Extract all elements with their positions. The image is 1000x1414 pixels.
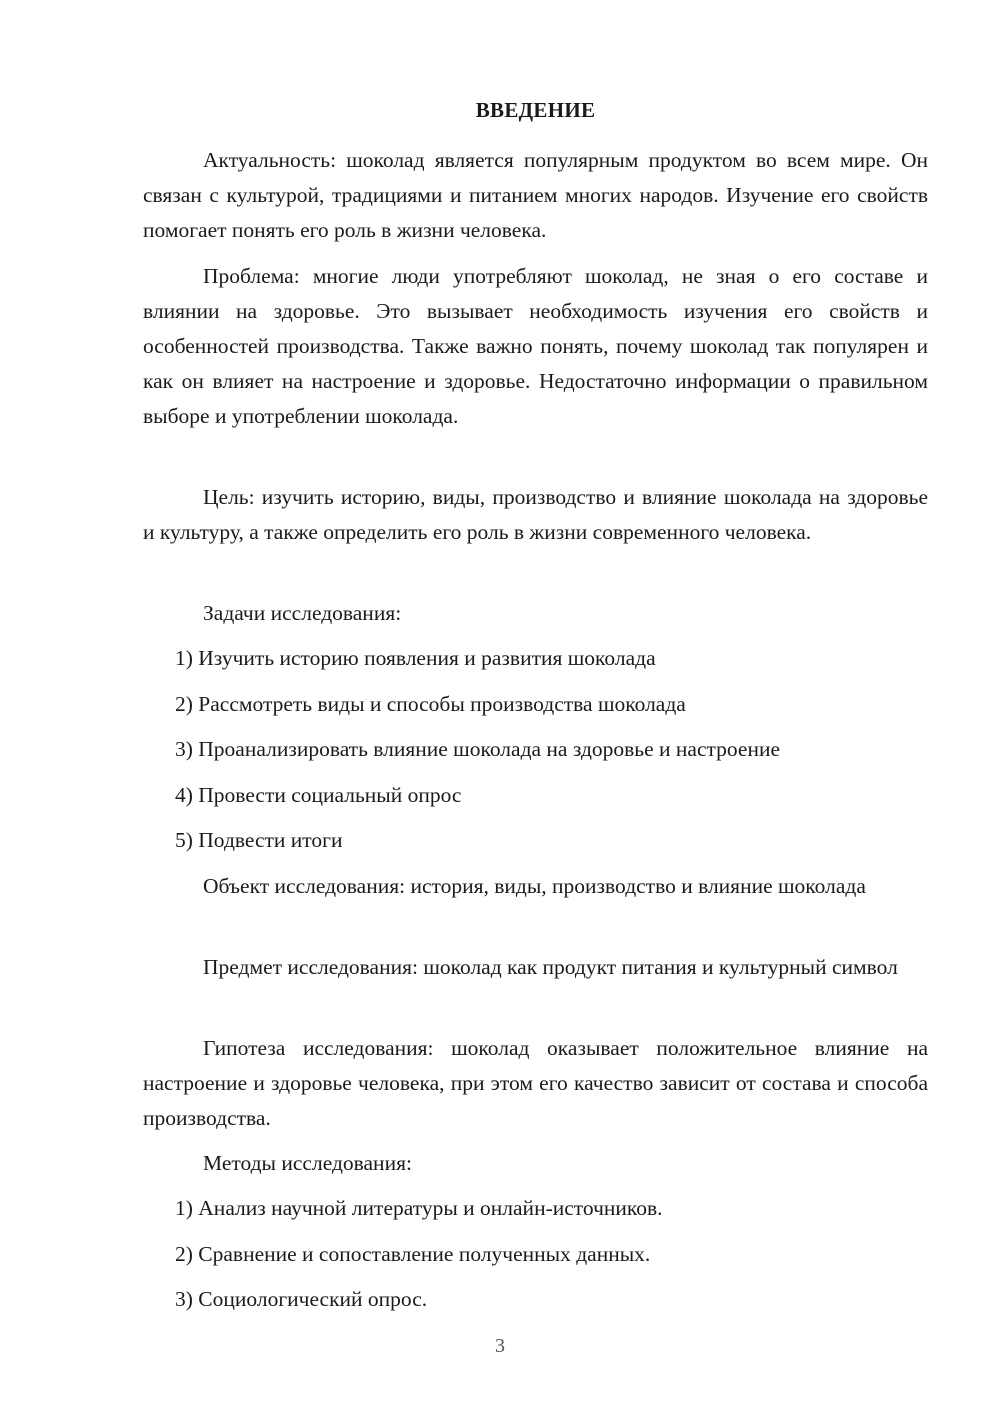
method-item: 2) Сравнение и сопоставление полученных данных. [175, 1242, 651, 1266]
task-item: 1) Изучить историю появления и развития шоколада [175, 646, 656, 670]
goal-paragraph: Цель: изучить историю, виды, производство и влияние шоколада на здоровье и культуру, а также определить его роль в жизни современного человека. [143, 485, 928, 544]
tasks-heading: Задачи исследования: [203, 601, 402, 625]
problem-paragraph: Проблема: многие люди употребляют шоколад, не зная о его составе и влиянии на здоровье. Это вызывает необходимость изучения его свойств и особенностей производства. Также важно понять, почему шоколад так популярен и как он влияет на настроение и здоровье. Недостаточно информации о правильном выборе и употреблении шоколада. [143, 264, 928, 428]
section-title: ВВЕДЕНИЕ [475, 98, 596, 122]
subject-paragraph: Предмет исследования: шоколад как продукт питания и культурный символ [203, 955, 898, 979]
hypothesis-paragraph: Гипотеза исследования: шоколад оказывает положительное влияние на настроение и здоровье человека, при этом его качество зависит от состава и способа производства. [143, 1036, 928, 1130]
methods-heading: Методы исследования: [203, 1151, 412, 1175]
task-item: 2) Рассмотреть виды и способы производства шоколада [175, 692, 686, 716]
task-item: 3) Проанализировать влияние шоколада на здоровье и настроение [175, 737, 781, 761]
method-item: 1) Анализ научной литературы и онлайн-источников. [175, 1196, 663, 1220]
page-number: 3 [495, 1335, 505, 1357]
relevance-paragraph: Актуальность: шоколад является популярным продуктом во всем мире. Он связан с культурой, традициями и питанием многих народов. Изучение его свойств помогает понять его роль в жизни человека. [143, 148, 928, 242]
method-item: 3) Социологический опрос. [175, 1287, 428, 1311]
task-item: 5) Подвести итоги [175, 828, 343, 852]
task-item: 4) Провести социальный опрос [175, 783, 462, 807]
object-paragraph: Объект исследования: история, виды, производство и влияние шоколада [203, 874, 866, 898]
